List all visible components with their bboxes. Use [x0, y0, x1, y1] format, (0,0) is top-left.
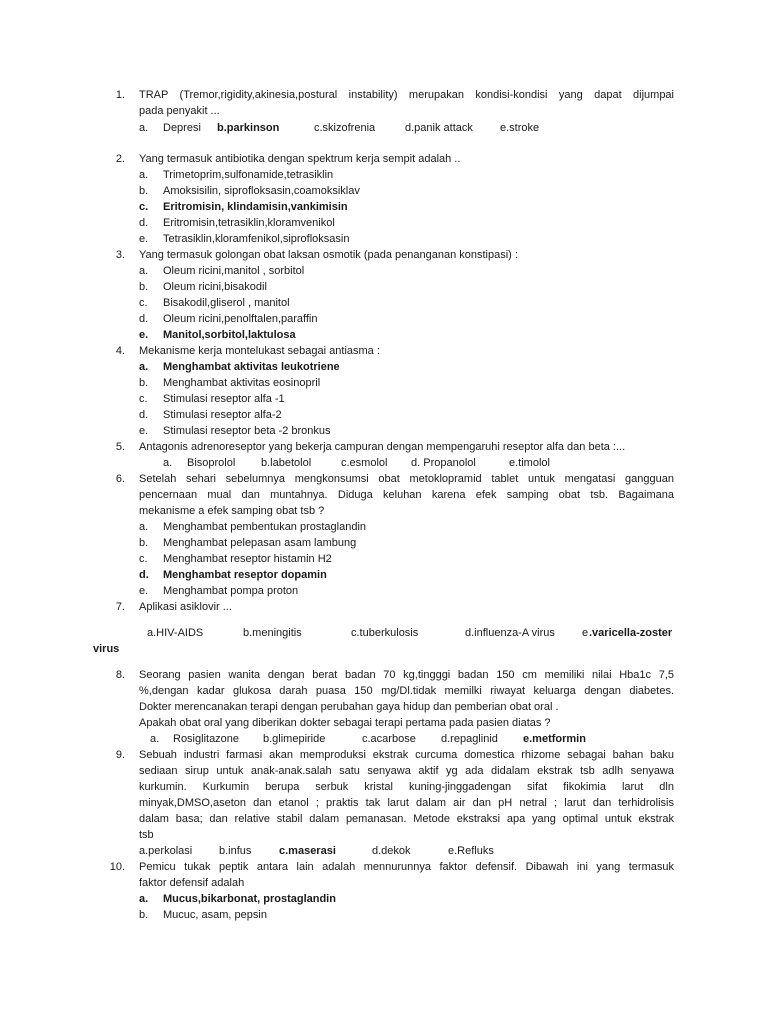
question-text: Dokter merencanakan terapi dengan perubahan gaya hidup dan pemberian obat oral . — [139, 701, 559, 713]
option-c: Stimulasi reseptor alfa -1 — [163, 393, 285, 405]
option-a-answer: Mucus,bikarbonat, prostaglandin — [163, 893, 336, 905]
question-text: Aplikasi asiklovir ... — [139, 601, 232, 613]
question-text: pada penyakit ... — [139, 105, 220, 117]
question-text: minyak,DMSO,aseton dan etanol ; praktis tak larut dalam air dan pH netral ; larut dan terhidrolisis — [139, 797, 674, 809]
question-number: 3. — [115, 249, 125, 261]
option-letter: b. — [139, 281, 149, 293]
option-letter: b. — [139, 909, 149, 921]
option-letter: e. — [139, 329, 149, 341]
option-d: Eritromisin,tetrasiklin,kloramvenikol — [163, 217, 335, 229]
option-b-answer: b.parkinson — [217, 122, 280, 134]
option-b: b.glimepiride — [263, 733, 326, 745]
option-letter: e. — [139, 585, 149, 597]
question-number: 9. — [115, 749, 125, 761]
option-letter: d. — [139, 217, 149, 229]
option-c: Bisakodil,gliserol , manitol — [163, 297, 290, 309]
option-e: e.stroke — [500, 122, 540, 134]
question-text: kurkumin. Kurkumin berupa serbuk kristal kuning-jinggadengan sifat fikokimia larut dln — [139, 781, 674, 793]
question-number: 2. — [115, 153, 125, 165]
option-e-answer: .varicella-zoster — [589, 627, 673, 639]
option-e-letter: e — [582, 627, 589, 639]
option-d: Oleum ricini,penolftalen,paraffin — [163, 313, 318, 325]
option-letter: e. — [139, 233, 149, 245]
option-c: c.tuberkulosis — [351, 627, 419, 639]
option-b: Mucuc, asam, pepsin — [163, 909, 267, 921]
question-text: pencernaan mual dan muntahnya. Diduga keluhan karena efek samping obat tsb. Bagaimana — [139, 489, 674, 501]
option-d-answer: Menghambat reseptor dopamin — [163, 569, 327, 581]
option-e: Menghambat pompa proton — [163, 585, 299, 597]
option-b: Menghambat pelepasan asam lambung — [163, 537, 357, 549]
question-number: 1. — [115, 89, 125, 101]
option-letter: e. — [139, 425, 149, 437]
question-text: sediaan sirup untuk anak-anak.salah satu senyawa aktif yg ada didalam ekstrak tsb adlh senyawa — [139, 765, 674, 777]
option-letter: b. — [139, 185, 149, 197]
option-c-answer: Eritromisin, klindamisin,vankimisin — [163, 201, 348, 213]
option-a: Depresi — [163, 122, 201, 134]
option-e: Tetrasiklin,kloramfenikol,siprofloksasin — [163, 233, 350, 245]
option-b: Oleum ricini,bisakodil — [163, 281, 267, 293]
option-b: b.meningitis — [243, 627, 302, 639]
question-text: mekanisme a efek samping obat tsb ? — [139, 505, 325, 517]
option-b-answer: b.labetolol — [261, 457, 312, 469]
option-letter: c. — [139, 393, 148, 405]
option-letter: b. — [139, 537, 149, 549]
option-c: c.skizofrenia — [314, 122, 376, 134]
question-text: Antagonis adrenoreseptor yang bekerja campuran dengan mempengaruhi reseptor alfa dan beta :... — [139, 441, 626, 453]
option-letter: c. — [139, 201, 149, 213]
option-letter: a. — [163, 457, 173, 469]
option-a: Bisoprolol — [187, 457, 236, 469]
question-text: Mekanisme kerja montelukast sebagai antiasma : — [139, 345, 380, 357]
option-c: c.acarbose — [362, 733, 416, 745]
option-c: c.esmolol — [341, 457, 388, 469]
question-number: 10. — [109, 861, 125, 873]
option-letter: a. — [139, 122, 149, 134]
question-text: faktor defensif adalah — [139, 877, 245, 889]
option-b: b.infus — [219, 845, 252, 857]
question-text: Apakah obat oral yang diberikan dokter sebagai terapi pertama pada pasien diatas ? — [139, 717, 551, 729]
option-a: Oleum ricini,manitol , sorbitol — [163, 265, 305, 277]
question-text: tsb — [139, 829, 154, 841]
option-b: Menghambat aktivitas eosinopril — [163, 377, 321, 389]
question-number: 5. — [115, 441, 125, 453]
question-number: 4. — [115, 345, 125, 357]
option-letter: a. — [139, 361, 149, 373]
question-text: Sebuah industri farmasi akan memproduksi ekstrak curcuma domestica rhizome sebagai bahan baku — [139, 749, 674, 761]
option-d: d.influenza-A virus — [465, 627, 555, 639]
option-e-answer: e.metformin — [523, 733, 586, 745]
option-d: Stimulasi reseptor alfa-2 — [163, 409, 282, 421]
option-a: Rosiglitazone — [173, 733, 240, 745]
option-a-answer: Menghambat aktivitas leukotriene — [163, 361, 340, 373]
option-d: d.panik attack — [405, 122, 473, 134]
question-text: %,dengan kadar glukosa darah puasa 150 mg/Dl.tidak memilki riwayat keluarga dengan diabetes. — [139, 685, 674, 697]
option-letter: b. — [139, 377, 149, 389]
question-text: Setelah sehari sebelumnya mengkonsumsi obat metoklopramid tablet untuk mengatasi gangguan — [139, 473, 674, 485]
question-text: TRAP (Tremor,rigidity,akinesia,postural instability) merupakan kondisi-kondisi yang dapat dijumpai — [139, 89, 674, 101]
option-letter: a. — [139, 169, 149, 181]
option-c: Menghambat reseptor histamin H2 — [163, 553, 332, 565]
question-number: 7. — [115, 601, 125, 613]
question-text: Yang termasuk antibiotika dengan spektrum kerja sempit adalah .. — [139, 153, 461, 165]
option-letter: a. — [139, 893, 149, 905]
option-a: Trimetoprim,sulfonamide,tetrasiklin — [163, 169, 334, 181]
option-e-answer: Manitol,sorbitol,laktulosa — [163, 329, 296, 341]
option-letter: a. — [150, 733, 160, 745]
option-letter: a. — [139, 265, 149, 277]
option-d: d.repaglinid — [441, 733, 498, 745]
option-letter: c. — [139, 297, 148, 309]
question-number: 8. — [115, 669, 125, 681]
option-a: a.HIV-AIDS — [147, 627, 204, 639]
option-a: a.perkolasi — [139, 845, 193, 857]
option-e: e.timolol — [509, 457, 550, 469]
option-d: d. Propanolol — [411, 457, 476, 469]
question-text: Seorang pasien wanita dengan berat badan 70 kg,tingggi badan 150 cm memiliki nilai Hba1c 7,5 — [139, 669, 674, 681]
question-text: dalam basa; dan relative stabil dalam pemanasan. Metode ekstraksi apa yang optimal untuk ekstrak — [139, 813, 674, 825]
option-e: e.Refluks — [448, 845, 494, 857]
option-letter: c. — [139, 553, 148, 565]
option-c-answer: c.maserasi — [279, 845, 336, 857]
option-e: Stimulasi reseptor beta -2 bronkus — [163, 425, 331, 437]
option-letter: d. — [139, 409, 149, 421]
option-b: Amoksisilin, siprofloksasin,coamoksiklav — [163, 185, 360, 197]
option-e-answer-continued: virus — [93, 643, 120, 655]
question-number: 6. — [115, 473, 125, 485]
question-text: Pemicu tukak peptik antara lain adalah mennurunnya faktor defensif. Dibawah ini yang termasuk — [139, 861, 674, 873]
option-letter: a. — [139, 521, 149, 533]
option-d: d.dekok — [372, 845, 411, 857]
option-letter: d. — [139, 313, 149, 325]
option-a: Menghambat pembentukan prostaglandin — [163, 521, 367, 533]
option-letter: d. — [139, 569, 149, 581]
question-text: Yang termasuk golongan obat laksan osmotik (pada penanganan konstipasi) : — [139, 249, 518, 261]
